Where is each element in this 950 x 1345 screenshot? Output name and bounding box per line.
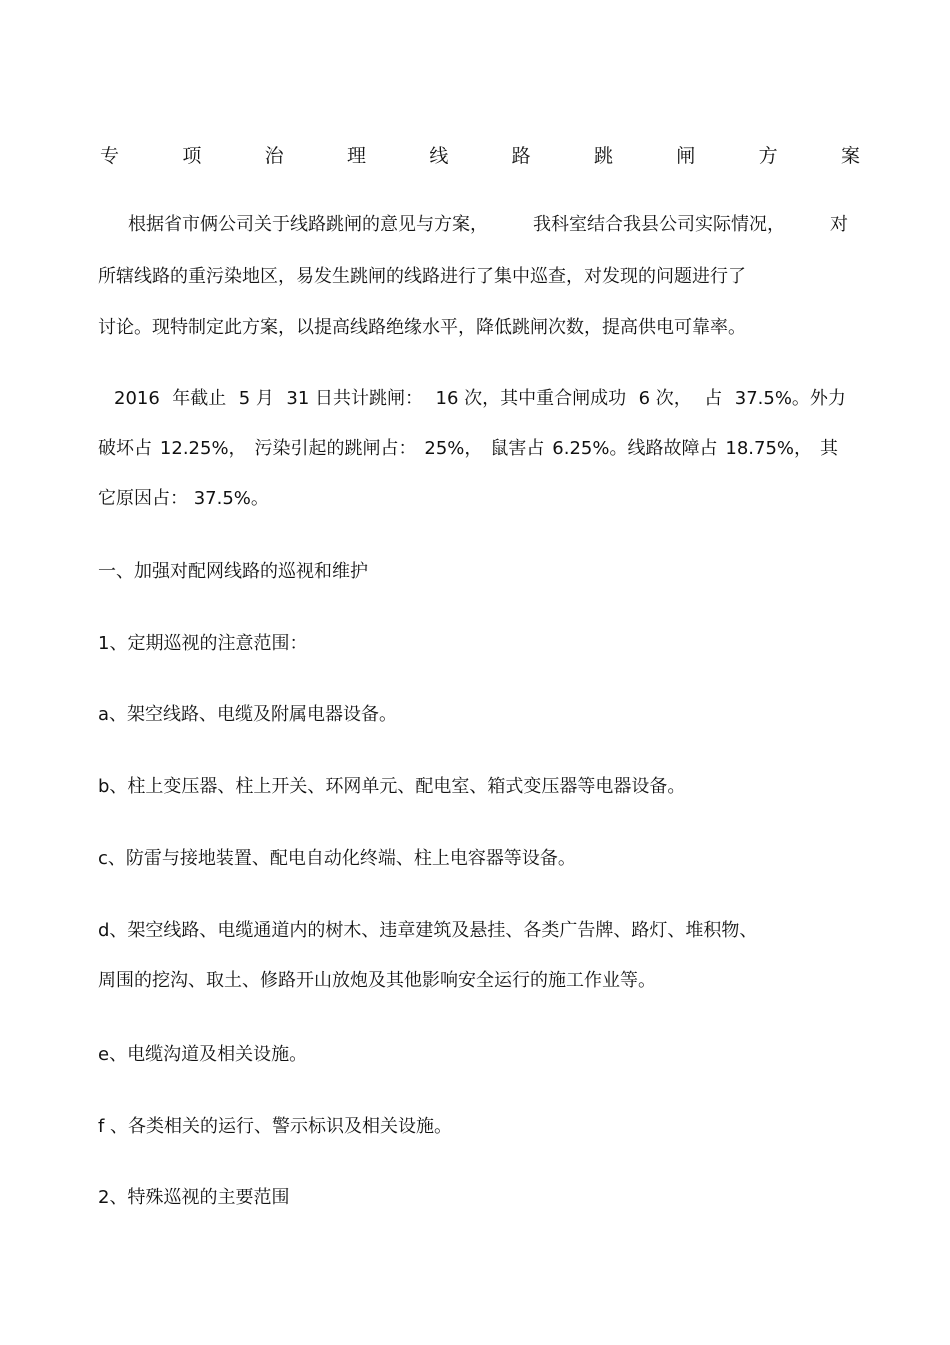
stats-text: 5 月: [238, 388, 274, 409]
list-item: a、架空线路、电缆及附属电器设备。: [98, 704, 398, 725]
title-char: 方: [758, 145, 778, 167]
title-char: 路: [511, 145, 531, 167]
title-char: 专: [100, 145, 120, 167]
stats-text: 占: [704, 388, 723, 409]
list-item-continuation: 周围的挖沟、取土、修路开山放炮及其他影响安全运行的施工作业等。: [98, 970, 656, 991]
title-char: 理: [346, 145, 366, 167]
intro-line-2: 所辖线路的重污染地区，易发生跳闸的线路进行了集中巡查，对发现的问题进行了: [98, 266, 746, 287]
stats-text: 6 次，: [638, 388, 692, 409]
title-char: 闸: [676, 145, 696, 167]
document-title: [100, 141, 860, 168]
title-char: 治: [264, 145, 284, 167]
list-item: b、柱上变压器、柱上开关、环网单元、配电室、箱式变压器等电器设备。: [98, 776, 686, 797]
intro-text: 根据省市俩公司关于线路跳闸的意见与方案，: [128, 214, 488, 235]
title-char: 线: [429, 145, 449, 167]
intro-text: 我科室结合我县公司实际情况，: [533, 214, 785, 235]
stats-text: 年截止: [172, 388, 227, 409]
title-char: 项: [182, 145, 202, 167]
subsection-heading: 1、定期巡视的注意范围：: [98, 633, 308, 654]
intro-line-3: 讨论。现特制定此方案，以提高线路绝缘水平，降低跳闸次数，提高供电可靠率。: [98, 317, 746, 338]
stats-text: 鼠害占: [490, 438, 545, 459]
section-heading: 一、加强对配网线路的巡视和维护: [98, 561, 368, 582]
list-item: f 、各类相关的运行、警示标识及相关设施。: [98, 1116, 453, 1137]
stats-text: 6.25%。线路故障占: [552, 438, 718, 459]
list-item: c、防雷与接地装置、配电自动化终端、柱上电容器等设备。: [98, 848, 576, 869]
list-item: d、架空线路、电缆通道内的树木、违章建筑及悬挂、各类广告牌、路灯、堆积物、: [98, 920, 758, 941]
stats-text: 2016: [114, 388, 160, 409]
stats-text: 污染引起的跳闸占：: [254, 438, 417, 459]
intro-text: 对: [830, 214, 848, 235]
stats-text: 破坏占: [98, 438, 152, 459]
list-item: e、电缆沟道及相关设施。: [98, 1044, 308, 1065]
stats-text: 其: [819, 438, 838, 459]
stats-line-2: [98, 437, 838, 461]
stats-text: 37.5%。外力: [734, 388, 846, 409]
subsection-heading: 2、特殊巡视的主要范围: [98, 1187, 290, 1208]
stats-text: 18.75%，: [725, 438, 813, 459]
stats-text: 16 次，其中重合闸成功: [435, 388, 627, 409]
stats-text: 12.25%，: [159, 438, 247, 459]
stats-line-3: 它原因占： 37.5%。: [98, 488, 269, 509]
title-char: 跳: [593, 145, 613, 167]
intro-line-1: [128, 213, 848, 237]
stats-text: 31 日共计跳闸：: [286, 388, 424, 409]
stats-text: 25%，: [424, 438, 483, 459]
stats-line-1: [114, 387, 846, 411]
title-char: 案: [840, 145, 860, 167]
